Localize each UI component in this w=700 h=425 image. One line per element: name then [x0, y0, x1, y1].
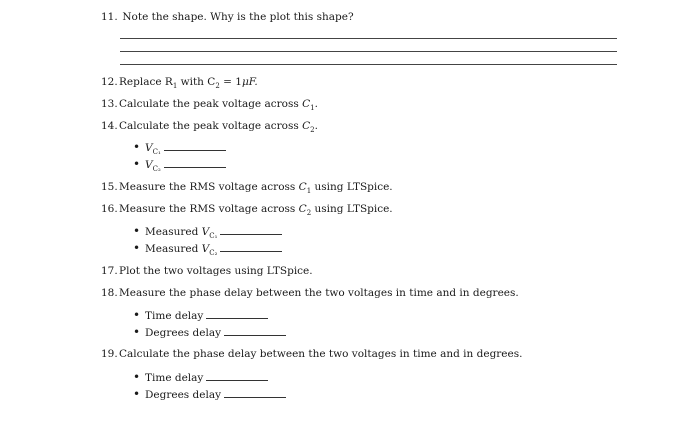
answer-blank[interactable] [164, 140, 226, 151]
bullet-item [133, 224, 282, 240]
question-19 [101, 348, 522, 360]
subscript: 1 [306, 187, 312, 196]
question-12 [101, 76, 258, 90]
bullet-icon: • [133, 140, 141, 154]
question-17 [101, 265, 313, 277]
variable: C [298, 203, 307, 215]
variable: V [145, 142, 153, 154]
question-text: Replace R [119, 76, 173, 88]
question-text: Measure the RMS voltage across [119, 203, 299, 215]
subscript: C₂ [152, 165, 161, 174]
bullet-label: Measured [145, 243, 202, 255]
question-text: using LTSpice. [311, 203, 393, 215]
bullet-label: Degrees delay [145, 389, 222, 401]
question-number: 14. [101, 120, 118, 132]
bullet-icon: • [133, 224, 141, 238]
answer-blank[interactable] [224, 325, 286, 336]
question-text: Note the shape. Why is the plot this shape? [122, 11, 354, 23]
answer-blank[interactable] [206, 370, 268, 381]
question-text: Calculate the peak voltage across [119, 120, 303, 132]
answer-blank[interactable] [206, 308, 268, 319]
bullet-item [133, 387, 286, 401]
bullet-item [133, 140, 226, 156]
question-text: = 1 [219, 76, 242, 88]
question-text: Calculate the peak voltage across [119, 98, 303, 110]
variable: V [201, 243, 210, 255]
variable: C [298, 181, 307, 193]
question-number: 18. [101, 287, 118, 299]
subscript: 2 [215, 82, 220, 91]
variable: C [302, 98, 311, 110]
subscript: 2 [310, 126, 315, 135]
answer-blank[interactable] [220, 241, 282, 252]
bullet-label: Degrees delay [145, 327, 222, 339]
question-text: Measure the phase delay between the two voltages in time and in degrees. [119, 287, 519, 299]
bullet-icon: • [133, 308, 141, 322]
bullet-item [133, 308, 268, 322]
answer-line[interactable] [120, 38, 617, 39]
question-text: Calculate the phase delay between the two voltages in time and in degrees. [119, 348, 523, 360]
bullet-icon: • [133, 157, 141, 171]
bullet-icon: • [133, 325, 141, 339]
bullet-icon: • [133, 241, 141, 255]
question-14 [101, 120, 318, 134]
question-number: 11. [101, 11, 118, 23]
question-number: 19. [101, 348, 118, 360]
question-18 [101, 287, 519, 299]
answer-line[interactable] [120, 51, 617, 52]
bullet-label: Measured [145, 226, 202, 238]
bullet-label: Time delay [145, 310, 204, 322]
subscript: 1 [172, 82, 178, 91]
bullet-icon: • [133, 387, 141, 401]
variable: C [302, 120, 311, 132]
question-number: 12. [101, 76, 118, 88]
question-11 [101, 11, 354, 23]
question-number: 17. [101, 265, 118, 277]
answer-blank[interactable] [164, 157, 226, 168]
bullet-item [133, 157, 226, 173]
question-13 [101, 98, 318, 112]
question-number: 15. [101, 181, 118, 193]
answer-line[interactable] [120, 64, 617, 65]
subscript: C₁ [152, 148, 161, 157]
question-number: 16. [101, 203, 118, 215]
bullet-label: Time delay [145, 372, 204, 384]
variable: V [201, 226, 210, 238]
bullet-item [133, 325, 286, 339]
subscript: 2 [306, 209, 312, 218]
answer-blank[interactable] [224, 387, 286, 398]
bullet-item [133, 241, 282, 257]
subscript: 1 [310, 104, 315, 113]
question-text: . [314, 98, 318, 110]
question-text: with C [177, 76, 216, 88]
question-15 [101, 181, 393, 195]
answer-blank[interactable] [220, 224, 282, 235]
question-text: Plot the two voltages using LTSpice. [119, 265, 313, 277]
question-text: using LTSpice. [311, 181, 393, 193]
bullet-icon: • [133, 370, 141, 384]
subscript: C₁ [209, 232, 218, 241]
question-text: Measure the RMS voltage across [119, 181, 299, 193]
subscript: C₂ [209, 249, 218, 258]
unit: μF. [241, 76, 258, 88]
question-text: . [314, 120, 318, 132]
variable: V [145, 159, 153, 171]
bullet-item [133, 370, 268, 384]
question-number: 13. [101, 98, 118, 110]
question-16 [101, 203, 393, 217]
